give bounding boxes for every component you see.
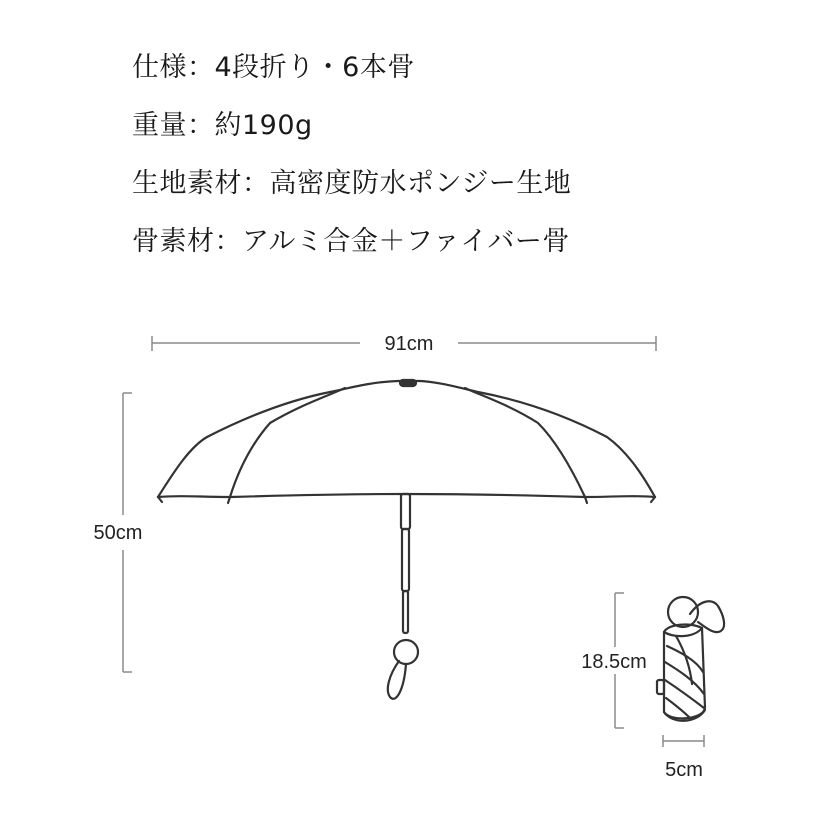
spec-separator: ：: [242, 168, 270, 199]
spec-separator: ：: [187, 52, 215, 83]
spec-label: 骨素材: [132, 226, 215, 257]
folded-diameter-dimension: [663, 735, 704, 747]
folded-umbrella-illustration: [657, 597, 724, 721]
folded-diameter-label: 5cm: [665, 759, 703, 781]
spec-separator: ：: [187, 110, 215, 141]
folded-length-label: 18.5cm: [581, 651, 647, 673]
spec-separator: ：: [214, 226, 242, 257]
open-width-label: 91cm: [384, 333, 434, 355]
spec-label: 生地素材: [132, 168, 242, 199]
spec-label: 仕様: [132, 52, 187, 83]
spec-label: 重量: [132, 110, 187, 141]
spec-value: 高密度防水ポンジー生地: [269, 168, 572, 199]
open-height-label: 50cm: [93, 522, 143, 544]
spec-value: アルミ合金＋ファイバー骨: [242, 226, 570, 257]
spec-value: 4段折り・6本骨: [214, 52, 415, 83]
spec-value: 約190g: [214, 110, 313, 141]
